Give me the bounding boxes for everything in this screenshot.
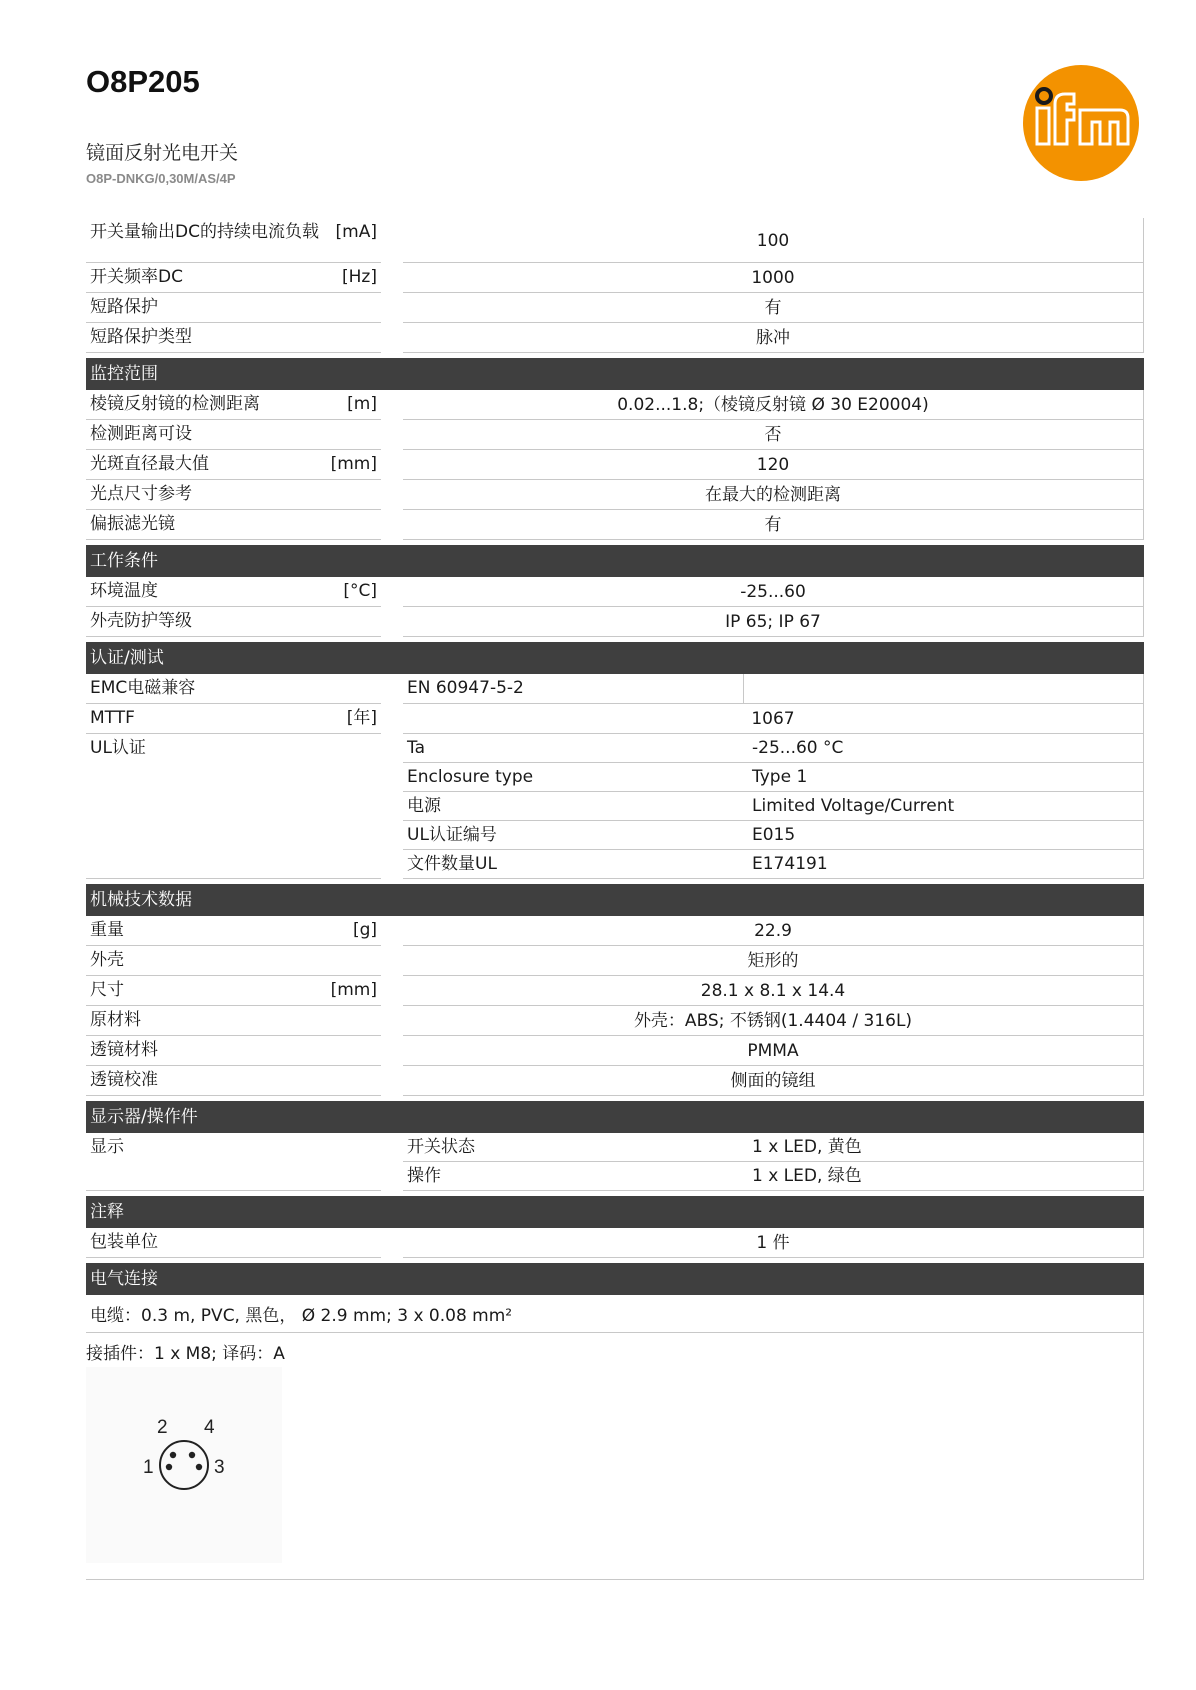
spec-label: 环境温度 [90, 581, 158, 601]
spec-unit [369, 297, 377, 318]
spec-unit: [m] [347, 394, 377, 414]
spec-value: 100 [403, 218, 1144, 263]
pin-dot [166, 1464, 172, 1470]
cable-spec: 电缆：0.3 m, PVC, 黑色， Ø 2.9 mm; 3 x 0.08 mm² [86, 1295, 1144, 1333]
spec-label: 光点尺寸参考 [90, 484, 192, 504]
ul-subtable [403, 734, 1144, 879]
spec-label: 尺寸 [90, 980, 124, 1000]
spec-label: 显示 [90, 1137, 124, 1157]
ul-value: Type 1 [748, 763, 1144, 792]
ul-value: E174191 [748, 850, 1144, 879]
spec-label: 光斑直径最大值 [90, 454, 209, 474]
spec-unit [369, 1010, 377, 1031]
logo-text: ifm [1022, 64, 1024, 65]
rows-monitoring [86, 390, 1144, 540]
spec-unit [369, 327, 377, 348]
section-header-display: 显示器/操作件 [86, 1101, 1144, 1133]
spec-row-display [86, 1133, 1144, 1191]
spec-row [86, 946, 1144, 976]
rows-output [86, 218, 1144, 353]
ul-value: E015 [748, 821, 1144, 850]
spec-value: 22.9 [403, 916, 1144, 946]
spec-row [86, 420, 1144, 450]
ul-value: -25...60 °C [748, 734, 1144, 763]
connector-pinout-diagram [86, 1367, 282, 1563]
spec-row [86, 480, 1144, 510]
spec-row [86, 293, 1144, 323]
spec-row [86, 263, 1144, 293]
spec-value: 1000 [403, 263, 1144, 293]
ul-value: Limited Voltage/Current [748, 792, 1144, 821]
spec-unit [369, 484, 377, 505]
connector-spec: 接插件：1 x M8; 译码：A [86, 1344, 285, 1364]
ul-key: 电源 [403, 792, 748, 821]
spec-value: 外壳：ABS; 不锈钢(1.4404 / 316L) [403, 1006, 1144, 1036]
spec-unit [369, 1070, 377, 1091]
section-header-monitoring: 监控范围 [86, 358, 1144, 390]
ul-key: Enclosure type [403, 763, 748, 792]
spec-value: 否 [403, 420, 1144, 450]
display-key: 开关状态 [403, 1133, 748, 1162]
section-header-conditions: 工作条件 [86, 545, 1144, 577]
spec-value: 在最大的检测距离 [403, 480, 1144, 510]
pin-dot [189, 1452, 195, 1458]
product-title: O8P205 [86, 64, 200, 99]
spec-unit [369, 514, 377, 535]
section-header-approvals: 认证/测试 [86, 642, 1144, 674]
spec-row [86, 607, 1144, 637]
spec-value: 有 [403, 510, 1144, 540]
spec-row [86, 1036, 1144, 1066]
display-value: 1 x LED, 黄色 [748, 1133, 1144, 1162]
spec-row [86, 450, 1144, 480]
spec-value: -25...60 [403, 577, 1144, 607]
spec-label: 透镜材料 [90, 1040, 158, 1060]
mttf-value: 1067 [403, 704, 1144, 734]
spec-label: 短路保护 [90, 297, 158, 317]
rows-approvals [86, 674, 1144, 879]
spec-unit [369, 950, 377, 971]
spec-row [86, 916, 1144, 946]
spec-label: 透镜校准 [90, 1070, 158, 1090]
spec-value: PMMA [403, 1036, 1144, 1066]
spec-unit [369, 424, 377, 445]
spec-unit: [mm] [330, 980, 377, 1000]
spec-label: 包装单位 [90, 1232, 158, 1252]
spec-row [86, 577, 1144, 607]
spec-label: 原材料 [90, 1010, 141, 1030]
spec-unit: [mA] [335, 222, 377, 242]
display-key: 操作 [403, 1162, 748, 1191]
emc-value: EN 60947-5-2 [403, 674, 743, 704]
spec-row-ul [86, 734, 1144, 879]
spec-value: 28.1 x 8.1 x 14.4 [403, 976, 1144, 1006]
spec-row [86, 323, 1144, 353]
section-header-notes: 注释 [86, 1196, 1144, 1228]
ifm-logo [1022, 64, 1140, 182]
spec-label: 开关量输出DC的持续电流负载 [90, 222, 319, 242]
ul-key: UL认证编号 [403, 821, 748, 850]
connector-box [86, 1333, 1144, 1580]
spec-label: EMC电磁兼容 [90, 678, 196, 698]
spec-row [86, 510, 1144, 540]
ul-key: Ta [403, 734, 748, 763]
spec-value: 120 [403, 450, 1144, 480]
spec-label: 偏振滤光镜 [90, 514, 175, 534]
spec-row [86, 1228, 1144, 1258]
spec-row [86, 976, 1144, 1006]
rows-conditions [86, 577, 1144, 637]
spec-sheet [86, 218, 1144, 1580]
pin-label-3: 3 [214, 1457, 225, 1478]
spec-row [86, 218, 1144, 263]
pin-label-1: 1 [143, 1457, 154, 1478]
product-code: O8P-DNKG/0,30M/AS/4P [86, 171, 236, 186]
spec-row [86, 1006, 1144, 1036]
display-subtable [403, 1133, 1144, 1191]
spec-label: 棱镜反射镜的检测距离 [90, 394, 260, 414]
spec-unit: [mm] [330, 454, 377, 474]
spec-unit [369, 1232, 377, 1253]
spec-label: 开关频率DC [90, 267, 183, 287]
pin-dot [170, 1452, 176, 1458]
spec-unit: [年] [346, 708, 377, 728]
spec-row [86, 390, 1144, 420]
ul-key: 文件数量UL [403, 850, 748, 879]
spec-label: 外壳 [90, 950, 124, 970]
spec-unit: [g] [352, 920, 377, 940]
spec-row-mttf [86, 704, 1144, 734]
spec-row-emc [86, 674, 1144, 704]
display-value: 1 x LED, 绿色 [748, 1162, 1144, 1191]
spec-value: 侧面的镜组 [403, 1066, 1144, 1096]
spec-value: 矩形的 [403, 946, 1144, 976]
spec-label: 短路保护类型 [90, 327, 192, 347]
section-header-electrical: 电气连接 [86, 1263, 1144, 1295]
spec-value: 脉冲 [403, 323, 1144, 353]
spec-unit [369, 1040, 377, 1061]
spec-row [86, 1066, 1144, 1096]
spec-label: 检测距离可设 [90, 424, 192, 444]
spec-value: 0.02...1.8;（棱镜反射镜 Ø 30 E20004) [403, 390, 1144, 420]
spec-label: 重量 [90, 920, 124, 940]
spec-unit: [Hz] [342, 267, 377, 287]
section-header-mechanical: 机械技术数据 [86, 884, 1144, 916]
spec-unit [369, 611, 377, 632]
spec-value: 1 件 [403, 1228, 1144, 1258]
spec-label: 外壳防护等级 [90, 611, 192, 631]
rows-mechanical [86, 916, 1144, 1096]
spec-label: UL认证 [90, 738, 146, 758]
pin-label-2: 2 [157, 1417, 168, 1438]
pin-label-4: 4 [204, 1417, 215, 1438]
pin-dot [196, 1464, 202, 1470]
product-subtitle: 镜面反射光电开关 [86, 142, 239, 164]
spec-unit: [°C] [343, 581, 377, 601]
spec-label: MTTF [90, 708, 135, 728]
spec-value: 有 [403, 293, 1144, 323]
spec-value: IP 65; IP 67 [403, 607, 1144, 637]
